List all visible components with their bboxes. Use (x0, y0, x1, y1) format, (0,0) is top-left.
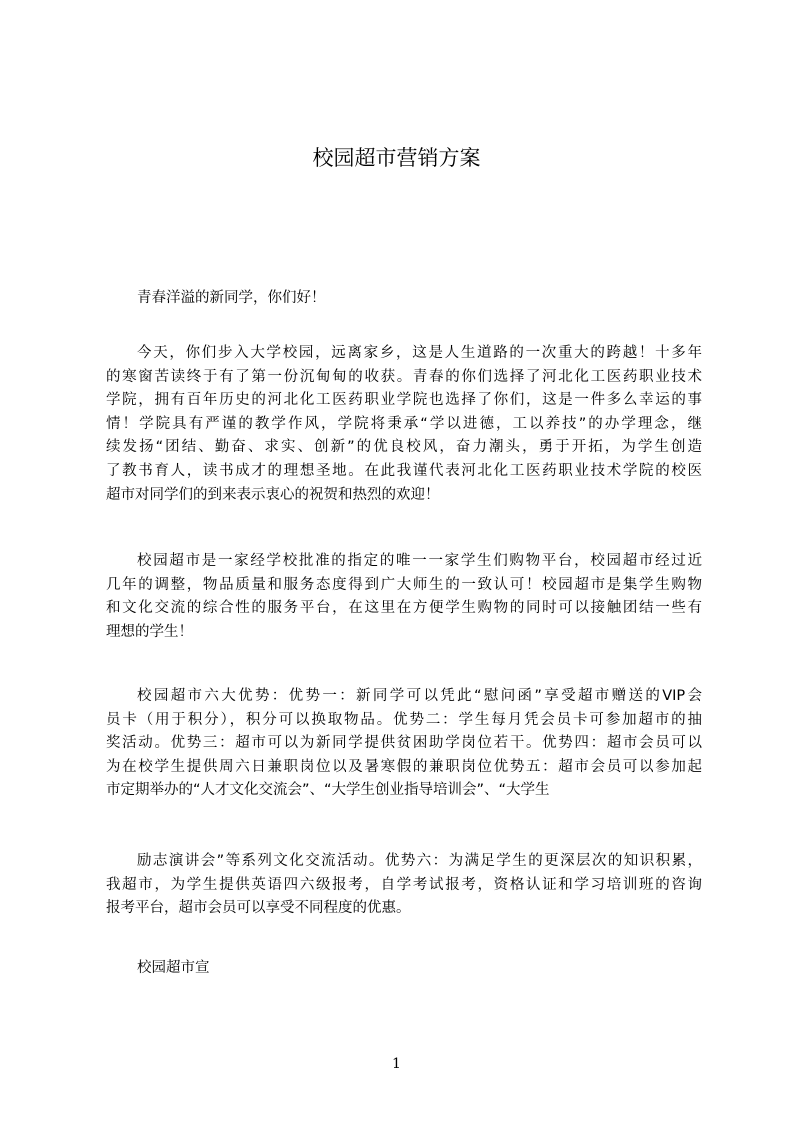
paragraph-line: 和文化交流的综合性的服务平台，在这里在方便学生购物的同时可以接触团结一些有 (106, 600, 702, 617)
paragraph-line: 奖活动。优势三：超市可以为新同学提供贫困助学岗位若干。优势四：超市会员可以 (106, 735, 702, 752)
paragraph-line: 几年的调整，物品质量和服务态度得到广大师生的一致认可！校园超市是集学生购物 (106, 576, 702, 593)
paragraph-line: 市定期举办的“人才文化交流会”、“大学生创业指导培训会”、“大学生 (106, 782, 550, 799)
closing (106, 957, 702, 981)
greeting (106, 287, 702, 311)
paragraph-line: 校园超市是一家经学校批准的指定的唯一一家学生们购物平台，校园超市经过近 (137, 553, 702, 569)
closing-line: 校园超市宣 (137, 960, 210, 976)
greeting-line: 青春洋溢的新同学，你们好！ (137, 290, 326, 306)
paragraph-line: 的寒窗苦读终于有了第一份沉甸甸的收获。青春的你们选择了河北化工医药职业技术 (106, 368, 702, 385)
page-number: 1 (392, 1056, 401, 1072)
paragraph-welcome (106, 342, 702, 507)
paragraph-line: 为在校学生提供周六日兼职岗位以及暑寒假的兼职岗位优势五：超市会员可以参加起 (106, 758, 702, 775)
paragraph-line: 情！学院具有严谨的教学作风，学院将秉承“学以进德，工以养技”的办学理念，继 (106, 415, 702, 432)
paragraph-line: 今天，你们步入大学校园，远离家乡，这是人生道路的一次重大的跨越！十多年 (137, 345, 702, 361)
paragraph-line: 了教书育人，读书成才的理想圣地。在此我谨代表河北化工医药职业技术学院的校医 (106, 462, 702, 479)
paragraph-advantages (106, 685, 702, 803)
paragraph-line: 续发扬“团结、勤奋、求实、创新”的优良校风，奋力潮头，勇于开拓，为学生创造 (106, 439, 702, 456)
paragraph-line: 校园超市六大优势：优势一：新同学可以凭此“慰问函”享受超市赠送的VIP会 (137, 688, 702, 704)
paragraph-line: 我超市，为学生提供英语四六级报考，自学考试报考，资格认证和学习培训班的咨询 (106, 876, 702, 893)
document-title: 校园超市营销方案 (312, 146, 481, 170)
paragraph-line: 励志演讲会”等系列文化交流活动。优势六：为满足学生的更深层次的知识积累， (137, 853, 702, 869)
paragraph-line: 学院，拥有百年历史的河北化工医药职业学院也选择了你们，这是一件多么幸运的事 (106, 392, 702, 409)
paragraph-introduction (106, 550, 702, 644)
paragraph-line: 超市对同学们的到来表示衷心的祝贺和热烈的欢迎！ (106, 486, 440, 503)
paragraph-line: 理想的学生！ (106, 623, 193, 640)
paragraph-line: 报考平台，超市会员可以享受不同程度的优惠。 (106, 900, 411, 917)
paragraph-line: 员卡（用于积分），积分可以换取物品。优势二：学生每月凭会员卡可参加超市的抽 (106, 711, 702, 728)
paragraph-advantages-continued (106, 850, 702, 921)
